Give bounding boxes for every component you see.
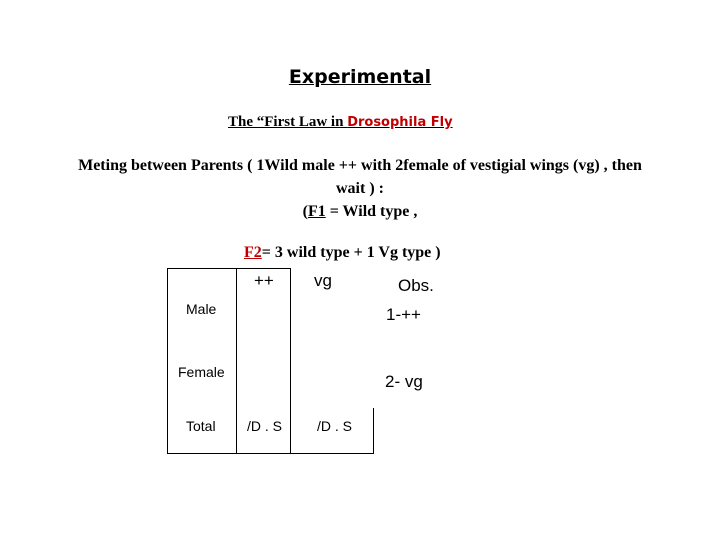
header-vg: vg [314, 271, 332, 290]
obs-2: 2- vg [385, 372, 423, 391]
table-line-left [167, 268, 168, 454]
f2-rest: = 3 wild type + 1 Vg type ) [261, 244, 441, 261]
total-plus: /D . S [247, 418, 283, 434]
description-line-2: wait ) : [336, 180, 384, 197]
f1-label: F1 [307, 203, 326, 220]
table-line-bottom [167, 453, 374, 454]
header-plus: ++ [254, 271, 274, 290]
row-male-label: Male [186, 301, 217, 317]
subtitle-prefix: The “First Law in [228, 114, 348, 130]
table-line-top [167, 268, 290, 269]
total-vg: /D . S [317, 418, 353, 434]
row-female-label: Female [178, 364, 225, 380]
obs-1: 1-++ [386, 305, 421, 324]
table-line-col2 [236, 268, 237, 454]
table-line-right-stub [373, 408, 374, 454]
header-obs: Obs. [398, 276, 434, 295]
row-total-label: Total [186, 418, 216, 434]
subtitle-highlight: Drosophila Fly [347, 115, 453, 130]
f2-line [244, 244, 441, 262]
f1-open-paren: ( [302, 203, 308, 220]
f2-label: F2 [244, 244, 262, 261]
description-line-1: Meting between Parents ( 1Wild male ++ with 2female of vestigial wings (vg) , then [78, 157, 642, 174]
subtitle [228, 114, 453, 131]
f1-rest: = Wild type , [325, 203, 418, 220]
table-line-col3 [290, 268, 291, 454]
page-title: Experimental [288, 66, 432, 88]
description-line-3 [0, 203, 720, 221]
